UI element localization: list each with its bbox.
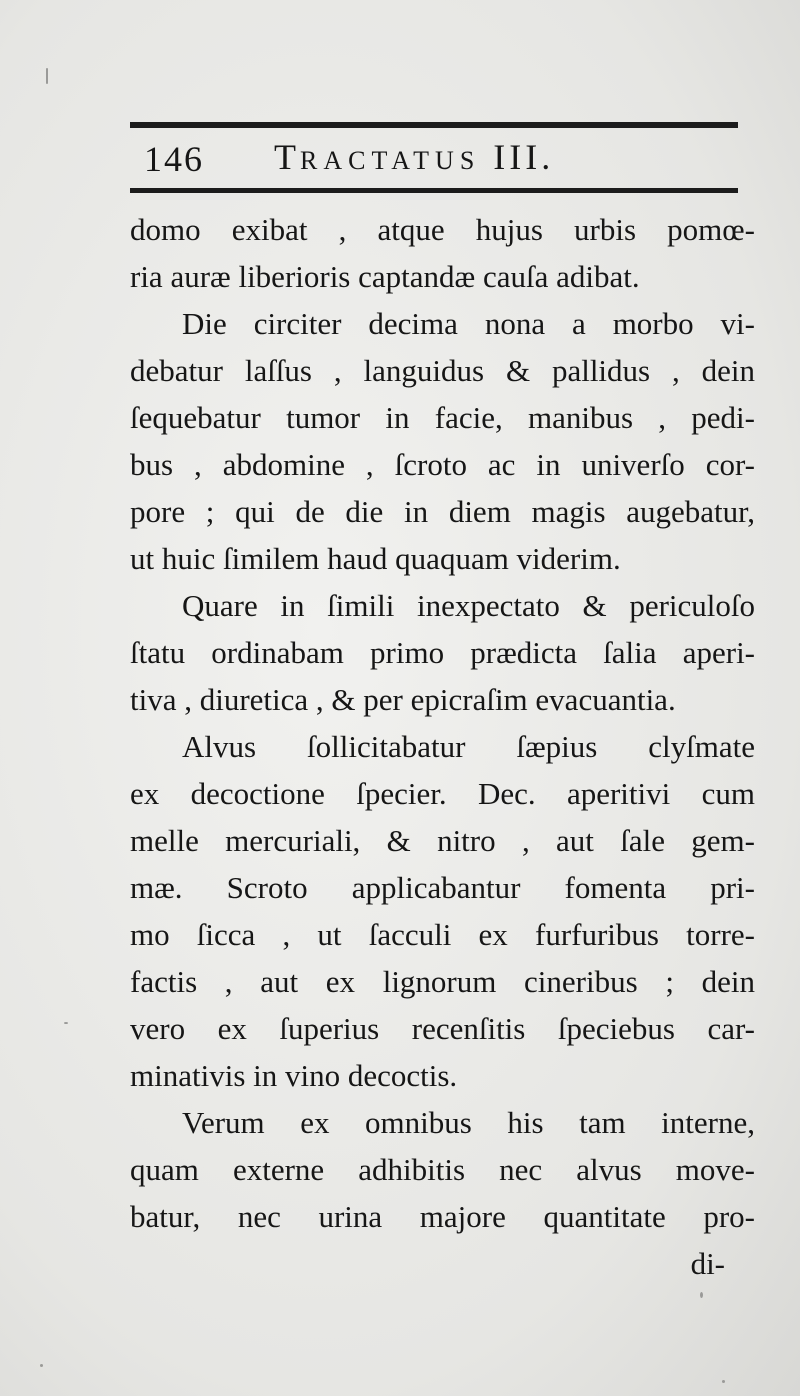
text-line: Die circiter decima nona a morbo vi- [182,306,755,341]
text-line: Quare in ſimili inexpectato & periculoſo [182,588,755,623]
text-line: Verum ex omnibus his tam interne, [182,1105,755,1140]
text-line: pore ; qui de die in diem magis augebatur, [130,494,755,529]
text-line: ria auræ liberioris captandæ cauſa adibat. [130,259,640,294]
text-line: debatur laſſus , languidus & pallidus , dein [130,353,755,388]
text-line: ſtatu ordinabam primo prædicta ſalia aperi- [130,635,755,670]
page-number: 146 [144,139,204,179]
text-line: ſequebatur tumor in facie, manibus , pedi- [130,400,755,435]
section-title-numeral: III. [493,137,555,177]
text-line: mæ. Scroto applicabantur fomenta pri- [130,870,755,905]
text-line: domo exibat , atque hujus urbis pomœ- [130,212,755,247]
paper-speck [46,68,48,84]
text-line: minativis in vino decoctis. [130,1058,458,1093]
text-line: vero ex ſuperius recenſitis ſpeciebus car- [130,1011,755,1046]
header-bottom-rule [130,188,738,193]
text-line: batur, nec urina majore quantitate pro- [130,1199,755,1234]
text-line: tiva , diuretica , & per epicraſim evacuantia. [130,682,676,717]
paper-speck [700,1292,703,1298]
catchword: di- [690,1246,725,1281]
text-line: ut huic ſimilem haud quaquam viderim. [130,541,621,576]
text-line: melle mercuriali, & nitro , aut ſale gem- [130,823,755,858]
paper-speck [64,1022,68,1024]
text-line: factis , aut ex lignorum cineribus ; dein [130,964,755,999]
text-line: quam externe adhibitis nec alvus move- [130,1152,755,1187]
text-line: mo ſicca , ut ſacculi ex furfuribus torre- [130,917,755,952]
section-title [274,136,554,178]
paper-speck [40,1364,43,1367]
text-line: ex decoctione ſpecier. Dec. aperitivi cum [130,776,755,811]
body-text [130,206,755,1287]
running-head [134,128,734,188]
text-line: Alvus ſollicitabatur ſæpius clyſmate [182,729,755,764]
section-title-rest: RACTATUS [300,146,481,175]
paper-speck [722,1380,725,1383]
text-line: bus , abdomine , ſcroto ac in univerſo cor- [130,447,755,482]
section-title-initial: T [274,137,300,177]
